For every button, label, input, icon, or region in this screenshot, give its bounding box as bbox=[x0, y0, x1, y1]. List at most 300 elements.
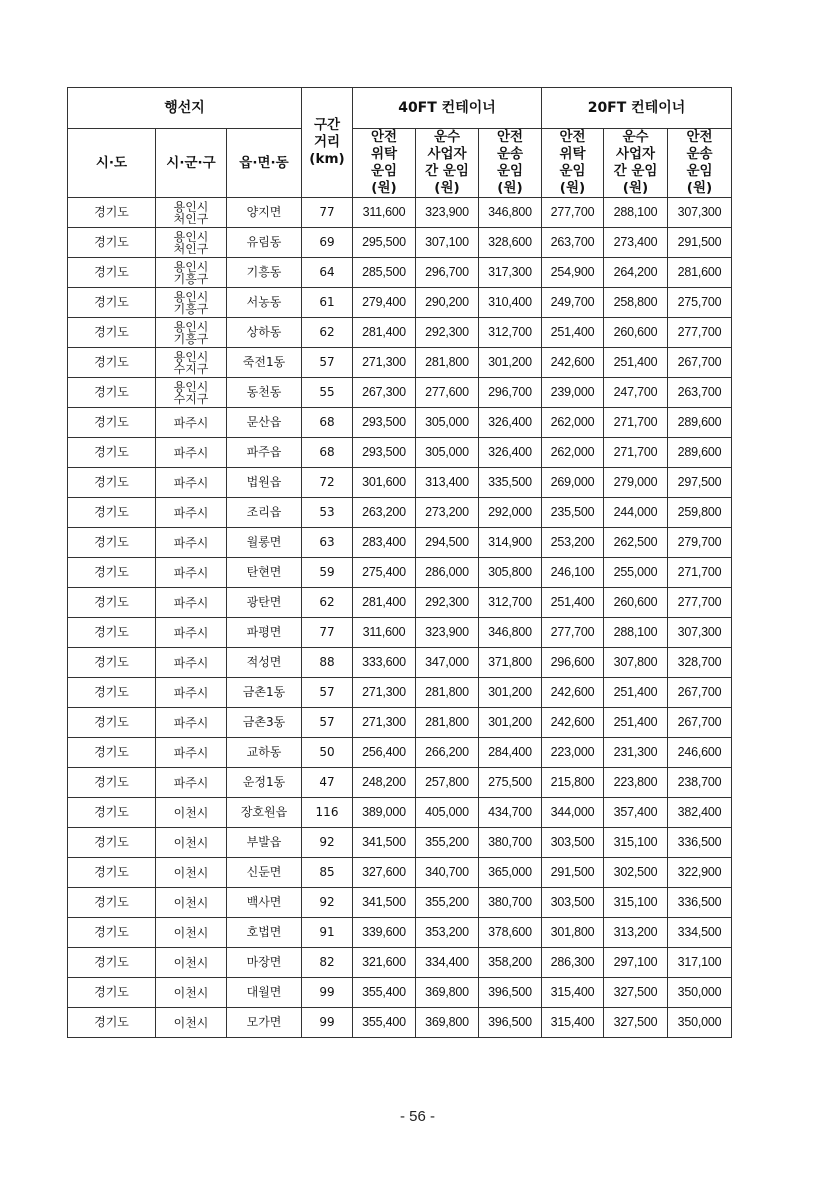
cell-eupmyeondong: 모가면 bbox=[227, 1008, 302, 1038]
cell-40ft-safe-transport: 284,400 bbox=[479, 738, 542, 768]
cell-40ft-safe-transport: 312,700 bbox=[479, 318, 542, 348]
cell-20ft-safe-transport: 307,300 bbox=[668, 198, 732, 228]
cell-eupmyeondong: 법원읍 bbox=[227, 468, 302, 498]
cell-40ft-safe-consign: 256,400 bbox=[353, 738, 416, 768]
cell-sigungu: 파주시 bbox=[156, 558, 227, 588]
cell-20ft-safe-transport: 291,500 bbox=[668, 228, 732, 258]
cell-sido: 경기도 bbox=[68, 1008, 156, 1038]
table-row bbox=[68, 678, 732, 708]
cell-20ft-safe-consign: 315,400 bbox=[542, 978, 604, 1008]
cell-40ft-safe-consign: 321,600 bbox=[353, 948, 416, 978]
cell-40ft-safe-consign: 301,600 bbox=[353, 468, 416, 498]
cell-sido: 경기도 bbox=[68, 558, 156, 588]
table-row bbox=[68, 618, 732, 648]
cell-sido: 경기도 bbox=[68, 798, 156, 828]
cell-40ft-safe-transport: 365,000 bbox=[479, 858, 542, 888]
cell-sigungu: 용인시 수지구 bbox=[156, 378, 227, 408]
cell-40ft-safe-consign: 341,500 bbox=[353, 888, 416, 918]
header-sigungu: 시·군·구 bbox=[156, 129, 227, 198]
cell-20ft-carrier: 244,000 bbox=[604, 498, 668, 528]
cell-20ft-carrier: 271,700 bbox=[604, 438, 668, 468]
cell-distance: 92 bbox=[302, 828, 353, 858]
cell-20ft-safe-consign: 303,500 bbox=[542, 888, 604, 918]
cell-distance: 50 bbox=[302, 738, 353, 768]
cell-sigungu: 용인시 기흥구 bbox=[156, 318, 227, 348]
cell-sido: 경기도 bbox=[68, 288, 156, 318]
cell-40ft-safe-consign: 271,300 bbox=[353, 708, 416, 738]
cell-sido: 경기도 bbox=[68, 198, 156, 228]
cell-sigungu: 이천시 bbox=[156, 828, 227, 858]
cell-distance: 88 bbox=[302, 648, 353, 678]
cell-sido: 경기도 bbox=[68, 408, 156, 438]
cell-sigungu: 용인시 처인구 bbox=[156, 198, 227, 228]
cell-20ft-carrier: 251,400 bbox=[604, 708, 668, 738]
cell-sigungu: 용인시 기흥구 bbox=[156, 258, 227, 288]
table-row bbox=[68, 558, 732, 588]
cell-20ft-carrier: 262,500 bbox=[604, 528, 668, 558]
cell-sido: 경기도 bbox=[68, 648, 156, 678]
table-row bbox=[68, 978, 732, 1008]
cell-20ft-carrier: 315,100 bbox=[604, 888, 668, 918]
cell-sido: 경기도 bbox=[68, 858, 156, 888]
cell-distance: 68 bbox=[302, 438, 353, 468]
header-sido: 시·도 bbox=[68, 129, 156, 198]
cell-40ft-safe-consign: 285,500 bbox=[353, 258, 416, 288]
cell-eupmyeondong: 금촌3동 bbox=[227, 708, 302, 738]
cell-sido: 경기도 bbox=[68, 348, 156, 378]
table-row bbox=[68, 528, 732, 558]
cell-eupmyeondong: 파주읍 bbox=[227, 438, 302, 468]
cell-20ft-carrier: 273,400 bbox=[604, 228, 668, 258]
cell-40ft-safe-consign: 281,400 bbox=[353, 588, 416, 618]
cell-sido: 경기도 bbox=[68, 708, 156, 738]
cell-sigungu: 파주시 bbox=[156, 768, 227, 798]
cell-sigungu: 파주시 bbox=[156, 528, 227, 558]
cell-sigungu: 용인시 처인구 bbox=[156, 228, 227, 258]
cell-20ft-safe-transport: 281,600 bbox=[668, 258, 732, 288]
cell-eupmyeondong: 마장면 bbox=[227, 948, 302, 978]
cell-40ft-safe-transport: 328,600 bbox=[479, 228, 542, 258]
cell-40ft-carrier: 277,600 bbox=[416, 378, 479, 408]
table-row bbox=[68, 798, 732, 828]
cell-40ft-safe-transport: 346,800 bbox=[479, 618, 542, 648]
cell-distance: 63 bbox=[302, 528, 353, 558]
cell-20ft-safe-consign: 253,200 bbox=[542, 528, 604, 558]
cell-40ft-safe-consign: 311,600 bbox=[353, 618, 416, 648]
cell-20ft-safe-transport: 336,500 bbox=[668, 828, 732, 858]
cell-distance: 85 bbox=[302, 858, 353, 888]
header-20ft-safe-consign: 안전 위탁 운임 (원) bbox=[542, 129, 604, 198]
cell-20ft-carrier: 327,500 bbox=[604, 1008, 668, 1038]
cell-40ft-safe-transport: 396,500 bbox=[479, 1008, 542, 1038]
cell-sigungu: 이천시 bbox=[156, 1008, 227, 1038]
cell-40ft-safe-transport: 380,700 bbox=[479, 888, 542, 918]
cell-20ft-safe-transport: 350,000 bbox=[668, 978, 732, 1008]
cell-40ft-safe-transport: 310,400 bbox=[479, 288, 542, 318]
cell-sigungu: 이천시 bbox=[156, 978, 227, 1008]
cell-20ft-carrier: 260,600 bbox=[604, 318, 668, 348]
cell-40ft-safe-consign: 389,000 bbox=[353, 798, 416, 828]
cell-eupmyeondong: 부발읍 bbox=[227, 828, 302, 858]
cell-40ft-carrier: 257,800 bbox=[416, 768, 479, 798]
table-row bbox=[68, 1008, 732, 1038]
cell-distance: 53 bbox=[302, 498, 353, 528]
cell-40ft-carrier: 305,000 bbox=[416, 408, 479, 438]
cell-20ft-safe-consign: 269,000 bbox=[542, 468, 604, 498]
cell-eupmyeondong: 죽전1동 bbox=[227, 348, 302, 378]
cell-40ft-safe-consign: 293,500 bbox=[353, 408, 416, 438]
table-body bbox=[68, 198, 732, 1038]
freight-rate-table bbox=[67, 87, 732, 1038]
header-40ft-safe-transport: 안전 운송 운임 (원) bbox=[479, 129, 542, 198]
cell-40ft-safe-transport: 380,700 bbox=[479, 828, 542, 858]
cell-sigungu: 파주시 bbox=[156, 678, 227, 708]
table-row bbox=[68, 318, 732, 348]
cell-eupmyeondong: 광탄면 bbox=[227, 588, 302, 618]
cell-40ft-carrier: 296,700 bbox=[416, 258, 479, 288]
cell-20ft-safe-transport: 307,300 bbox=[668, 618, 732, 648]
cell-40ft-safe-transport: 296,700 bbox=[479, 378, 542, 408]
cell-20ft-safe-consign: 263,700 bbox=[542, 228, 604, 258]
cell-40ft-carrier: 292,300 bbox=[416, 588, 479, 618]
cell-sido: 경기도 bbox=[68, 438, 156, 468]
cell-20ft-safe-transport: 336,500 bbox=[668, 888, 732, 918]
cell-sigungu: 이천시 bbox=[156, 858, 227, 888]
cell-sido: 경기도 bbox=[68, 828, 156, 858]
cell-sigungu: 용인시 수지구 bbox=[156, 348, 227, 378]
cell-20ft-safe-transport: 267,700 bbox=[668, 348, 732, 378]
cell-sigungu: 파주시 bbox=[156, 498, 227, 528]
cell-sido: 경기도 bbox=[68, 228, 156, 258]
cell-20ft-safe-transport: 334,500 bbox=[668, 918, 732, 948]
cell-sigungu: 이천시 bbox=[156, 948, 227, 978]
cell-20ft-safe-consign: 262,000 bbox=[542, 438, 604, 468]
cell-distance: 99 bbox=[302, 978, 353, 1008]
cell-distance: 91 bbox=[302, 918, 353, 948]
table-row bbox=[68, 198, 732, 228]
cell-40ft-safe-transport: 275,500 bbox=[479, 768, 542, 798]
header-20ft-carrier: 운수 사업자 간 운임 (원) bbox=[604, 129, 668, 198]
table-row bbox=[68, 438, 732, 468]
cell-40ft-safe-consign: 281,400 bbox=[353, 318, 416, 348]
cell-20ft-safe-transport: 350,000 bbox=[668, 1008, 732, 1038]
cell-distance: 57 bbox=[302, 708, 353, 738]
cell-20ft-safe-consign: 315,400 bbox=[542, 1008, 604, 1038]
cell-20ft-safe-consign: 251,400 bbox=[542, 588, 604, 618]
page-number: - 56 - bbox=[399, 1108, 435, 1125]
cell-20ft-safe-transport: 289,600 bbox=[668, 408, 732, 438]
cell-20ft-safe-consign: 246,100 bbox=[542, 558, 604, 588]
cell-distance: 62 bbox=[302, 588, 353, 618]
header-eupmyeondong: 읍·면·동 bbox=[227, 129, 302, 198]
cell-20ft-carrier: 247,700 bbox=[604, 378, 668, 408]
cell-20ft-safe-transport: 263,700 bbox=[668, 378, 732, 408]
cell-40ft-safe-transport: 305,800 bbox=[479, 558, 542, 588]
cell-40ft-carrier: 323,900 bbox=[416, 618, 479, 648]
cell-20ft-safe-transport: 322,900 bbox=[668, 858, 732, 888]
cell-20ft-safe-transport: 259,800 bbox=[668, 498, 732, 528]
cell-40ft-safe-transport: 301,200 bbox=[479, 708, 542, 738]
cell-40ft-safe-consign: 279,400 bbox=[353, 288, 416, 318]
cell-20ft-carrier: 258,800 bbox=[604, 288, 668, 318]
cell-20ft-safe-consign: 251,400 bbox=[542, 318, 604, 348]
cell-sigungu: 파주시 bbox=[156, 738, 227, 768]
cell-40ft-safe-transport: 326,400 bbox=[479, 408, 542, 438]
cell-20ft-carrier: 357,400 bbox=[604, 798, 668, 828]
cell-sido: 경기도 bbox=[68, 918, 156, 948]
cell-sigungu: 파주시 bbox=[156, 468, 227, 498]
cell-20ft-carrier: 271,700 bbox=[604, 408, 668, 438]
cell-40ft-carrier: 294,500 bbox=[416, 528, 479, 558]
cell-20ft-safe-consign: 277,700 bbox=[542, 198, 604, 228]
cell-40ft-carrier: 340,700 bbox=[416, 858, 479, 888]
cell-sido: 경기도 bbox=[68, 978, 156, 1008]
header-distance: 구간 거리 (km) bbox=[302, 88, 353, 198]
cell-distance: 59 bbox=[302, 558, 353, 588]
cell-20ft-safe-consign: 242,600 bbox=[542, 348, 604, 378]
cell-sigungu: 파주시 bbox=[156, 588, 227, 618]
cell-eupmyeondong: 양지면 bbox=[227, 198, 302, 228]
cell-distance: 62 bbox=[302, 318, 353, 348]
cell-40ft-safe-consign: 355,400 bbox=[353, 978, 416, 1008]
cell-40ft-carrier: 347,000 bbox=[416, 648, 479, 678]
cell-20ft-safe-transport: 297,500 bbox=[668, 468, 732, 498]
table-row bbox=[68, 738, 732, 768]
header-destination: 행선지 bbox=[68, 88, 302, 129]
cell-40ft-carrier: 266,200 bbox=[416, 738, 479, 768]
cell-40ft-carrier: 369,800 bbox=[416, 1008, 479, 1038]
cell-sido: 경기도 bbox=[68, 678, 156, 708]
table-row bbox=[68, 648, 732, 678]
cell-40ft-safe-consign: 339,600 bbox=[353, 918, 416, 948]
cell-eupmyeondong: 탄현면 bbox=[227, 558, 302, 588]
cell-40ft-safe-consign: 271,300 bbox=[353, 348, 416, 378]
cell-40ft-carrier: 305,000 bbox=[416, 438, 479, 468]
header-40ft: 40FT 컨테이너 bbox=[353, 88, 542, 129]
cell-40ft-carrier: 281,800 bbox=[416, 678, 479, 708]
cell-distance: 99 bbox=[302, 1008, 353, 1038]
cell-20ft-carrier: 297,100 bbox=[604, 948, 668, 978]
cell-20ft-carrier: 313,200 bbox=[604, 918, 668, 948]
cell-40ft-safe-consign: 311,600 bbox=[353, 198, 416, 228]
cell-distance: 82 bbox=[302, 948, 353, 978]
cell-distance: 55 bbox=[302, 378, 353, 408]
cell-40ft-safe-consign: 248,200 bbox=[353, 768, 416, 798]
cell-20ft-safe-consign: 242,600 bbox=[542, 678, 604, 708]
cell-20ft-carrier: 302,500 bbox=[604, 858, 668, 888]
cell-sigungu: 이천시 bbox=[156, 918, 227, 948]
cell-20ft-safe-transport: 277,700 bbox=[668, 318, 732, 348]
cell-20ft-carrier: 288,100 bbox=[604, 198, 668, 228]
cell-20ft-carrier: 255,000 bbox=[604, 558, 668, 588]
cell-sido: 경기도 bbox=[68, 738, 156, 768]
cell-sido: 경기도 bbox=[68, 468, 156, 498]
cell-20ft-safe-consign: 235,500 bbox=[542, 498, 604, 528]
cell-distance: 69 bbox=[302, 228, 353, 258]
cell-20ft-safe-transport: 328,700 bbox=[668, 648, 732, 678]
cell-20ft-safe-consign: 296,600 bbox=[542, 648, 604, 678]
cell-20ft-carrier: 260,600 bbox=[604, 588, 668, 618]
cell-40ft-safe-transport: 371,800 bbox=[479, 648, 542, 678]
cell-20ft-safe-transport: 277,700 bbox=[668, 588, 732, 618]
cell-sigungu: 파주시 bbox=[156, 708, 227, 738]
cell-40ft-safe-transport: 434,700 bbox=[479, 798, 542, 828]
cell-20ft-carrier: 288,100 bbox=[604, 618, 668, 648]
cell-40ft-safe-transport: 301,200 bbox=[479, 678, 542, 708]
table-row bbox=[68, 228, 732, 258]
cell-distance: 47 bbox=[302, 768, 353, 798]
cell-40ft-safe-consign: 355,400 bbox=[353, 1008, 416, 1038]
table-row bbox=[68, 828, 732, 858]
cell-40ft-carrier: 405,000 bbox=[416, 798, 479, 828]
cell-40ft-safe-consign: 293,500 bbox=[353, 438, 416, 468]
cell-40ft-safe-transport: 378,600 bbox=[479, 918, 542, 948]
cell-sigungu: 용인시 기흥구 bbox=[156, 288, 227, 318]
cell-distance: 72 bbox=[302, 468, 353, 498]
cell-40ft-carrier: 281,800 bbox=[416, 348, 479, 378]
cell-20ft-safe-consign: 301,800 bbox=[542, 918, 604, 948]
cell-sido: 경기도 bbox=[68, 258, 156, 288]
cell-20ft-safe-transport: 271,700 bbox=[668, 558, 732, 588]
header-40ft-carrier: 운수 사업자 간 운임 (원) bbox=[416, 129, 479, 198]
cell-40ft-safe-consign: 341,500 bbox=[353, 828, 416, 858]
table-row bbox=[68, 348, 732, 378]
cell-eupmyeondong: 대월면 bbox=[227, 978, 302, 1008]
cell-sigungu: 이천시 bbox=[156, 798, 227, 828]
cell-40ft-carrier: 290,200 bbox=[416, 288, 479, 318]
cell-sido: 경기도 bbox=[68, 588, 156, 618]
cell-eupmyeondong: 운정1동 bbox=[227, 768, 302, 798]
cell-20ft-safe-consign: 286,300 bbox=[542, 948, 604, 978]
table-row bbox=[68, 258, 732, 288]
cell-eupmyeondong: 조리읍 bbox=[227, 498, 302, 528]
cell-20ft-safe-consign: 277,700 bbox=[542, 618, 604, 648]
cell-eupmyeondong: 금촌1동 bbox=[227, 678, 302, 708]
cell-40ft-safe-consign: 271,300 bbox=[353, 678, 416, 708]
cell-20ft-carrier: 251,400 bbox=[604, 348, 668, 378]
cell-eupmyeondong: 기흥동 bbox=[227, 258, 302, 288]
cell-eupmyeondong: 유림동 bbox=[227, 228, 302, 258]
cell-20ft-safe-transport: 317,100 bbox=[668, 948, 732, 978]
cell-20ft-carrier: 327,500 bbox=[604, 978, 668, 1008]
table-row bbox=[68, 948, 732, 978]
cell-20ft-safe-transport: 246,600 bbox=[668, 738, 732, 768]
cell-20ft-safe-consign: 239,000 bbox=[542, 378, 604, 408]
cell-40ft-carrier: 369,800 bbox=[416, 978, 479, 1008]
cell-40ft-safe-transport: 346,800 bbox=[479, 198, 542, 228]
cell-sido: 경기도 bbox=[68, 528, 156, 558]
cell-40ft-safe-transport: 314,900 bbox=[479, 528, 542, 558]
cell-40ft-carrier: 353,200 bbox=[416, 918, 479, 948]
cell-20ft-safe-transport: 289,600 bbox=[668, 438, 732, 468]
cell-distance: 57 bbox=[302, 348, 353, 378]
cell-40ft-safe-transport: 317,300 bbox=[479, 258, 542, 288]
cell-eupmyeondong: 호법면 bbox=[227, 918, 302, 948]
cell-40ft-carrier: 323,900 bbox=[416, 198, 479, 228]
cell-distance: 92 bbox=[302, 888, 353, 918]
cell-40ft-safe-consign: 267,300 bbox=[353, 378, 416, 408]
cell-40ft-carrier: 355,200 bbox=[416, 828, 479, 858]
cell-sido: 경기도 bbox=[68, 378, 156, 408]
table-row bbox=[68, 588, 732, 618]
table-row bbox=[68, 888, 732, 918]
cell-distance: 116 bbox=[302, 798, 353, 828]
cell-20ft-safe-consign: 215,800 bbox=[542, 768, 604, 798]
cell-sido: 경기도 bbox=[68, 318, 156, 348]
table-row bbox=[68, 708, 732, 738]
cell-20ft-safe-transport: 275,700 bbox=[668, 288, 732, 318]
cell-40ft-carrier: 307,100 bbox=[416, 228, 479, 258]
cell-eupmyeondong: 상하동 bbox=[227, 318, 302, 348]
cell-20ft-carrier: 251,400 bbox=[604, 678, 668, 708]
cell-20ft-safe-transport: 238,700 bbox=[668, 768, 732, 798]
cell-sido: 경기도 bbox=[68, 948, 156, 978]
cell-eupmyeondong: 동천동 bbox=[227, 378, 302, 408]
cell-40ft-safe-consign: 275,400 bbox=[353, 558, 416, 588]
table-row bbox=[68, 288, 732, 318]
cell-sigungu: 이천시 bbox=[156, 888, 227, 918]
cell-sido: 경기도 bbox=[68, 498, 156, 528]
table-row bbox=[68, 378, 732, 408]
cell-40ft-safe-transport: 396,500 bbox=[479, 978, 542, 1008]
cell-40ft-safe-consign: 333,600 bbox=[353, 648, 416, 678]
cell-20ft-safe-consign: 223,000 bbox=[542, 738, 604, 768]
header-20ft: 20FT 컨테이너 bbox=[542, 88, 732, 129]
cell-20ft-safe-consign: 303,500 bbox=[542, 828, 604, 858]
cell-40ft-safe-consign: 283,400 bbox=[353, 528, 416, 558]
cell-20ft-carrier: 264,200 bbox=[604, 258, 668, 288]
cell-40ft-carrier: 292,300 bbox=[416, 318, 479, 348]
cell-20ft-carrier: 231,300 bbox=[604, 738, 668, 768]
cell-40ft-carrier: 273,200 bbox=[416, 498, 479, 528]
cell-eupmyeondong: 파평면 bbox=[227, 618, 302, 648]
cell-eupmyeondong: 신둔면 bbox=[227, 858, 302, 888]
cell-sigungu: 파주시 bbox=[156, 408, 227, 438]
cell-eupmyeondong: 적성면 bbox=[227, 648, 302, 678]
cell-20ft-carrier: 307,800 bbox=[604, 648, 668, 678]
cell-40ft-carrier: 313,400 bbox=[416, 468, 479, 498]
cell-eupmyeondong: 월롱면 bbox=[227, 528, 302, 558]
cell-20ft-carrier: 315,100 bbox=[604, 828, 668, 858]
cell-20ft-safe-transport: 279,700 bbox=[668, 528, 732, 558]
cell-eupmyeondong: 교하동 bbox=[227, 738, 302, 768]
cell-20ft-safe-consign: 242,600 bbox=[542, 708, 604, 738]
cell-20ft-safe-transport: 267,700 bbox=[668, 678, 732, 708]
cell-distance: 68 bbox=[302, 408, 353, 438]
cell-20ft-carrier: 279,000 bbox=[604, 468, 668, 498]
cell-eupmyeondong: 문산읍 bbox=[227, 408, 302, 438]
table-row bbox=[68, 468, 732, 498]
cell-sigungu: 파주시 bbox=[156, 438, 227, 468]
cell-20ft-safe-consign: 249,700 bbox=[542, 288, 604, 318]
cell-20ft-safe-transport: 382,400 bbox=[668, 798, 732, 828]
cell-distance: 61 bbox=[302, 288, 353, 318]
cell-40ft-safe-consign: 263,200 bbox=[353, 498, 416, 528]
cell-20ft-carrier: 223,800 bbox=[604, 768, 668, 798]
cell-40ft-safe-transport: 335,500 bbox=[479, 468, 542, 498]
cell-sido: 경기도 bbox=[68, 768, 156, 798]
cell-20ft-safe-consign: 291,500 bbox=[542, 858, 604, 888]
header-20ft-safe-transport: 안전 운송 운임 (원) bbox=[668, 129, 732, 198]
cell-40ft-safe-consign: 327,600 bbox=[353, 858, 416, 888]
cell-40ft-safe-transport: 292,000 bbox=[479, 498, 542, 528]
table-row bbox=[68, 918, 732, 948]
cell-20ft-safe-consign: 344,000 bbox=[542, 798, 604, 828]
cell-eupmyeondong: 서농동 bbox=[227, 288, 302, 318]
cell-distance: 77 bbox=[302, 618, 353, 648]
table-row bbox=[68, 768, 732, 798]
cell-sigungu: 파주시 bbox=[156, 618, 227, 648]
